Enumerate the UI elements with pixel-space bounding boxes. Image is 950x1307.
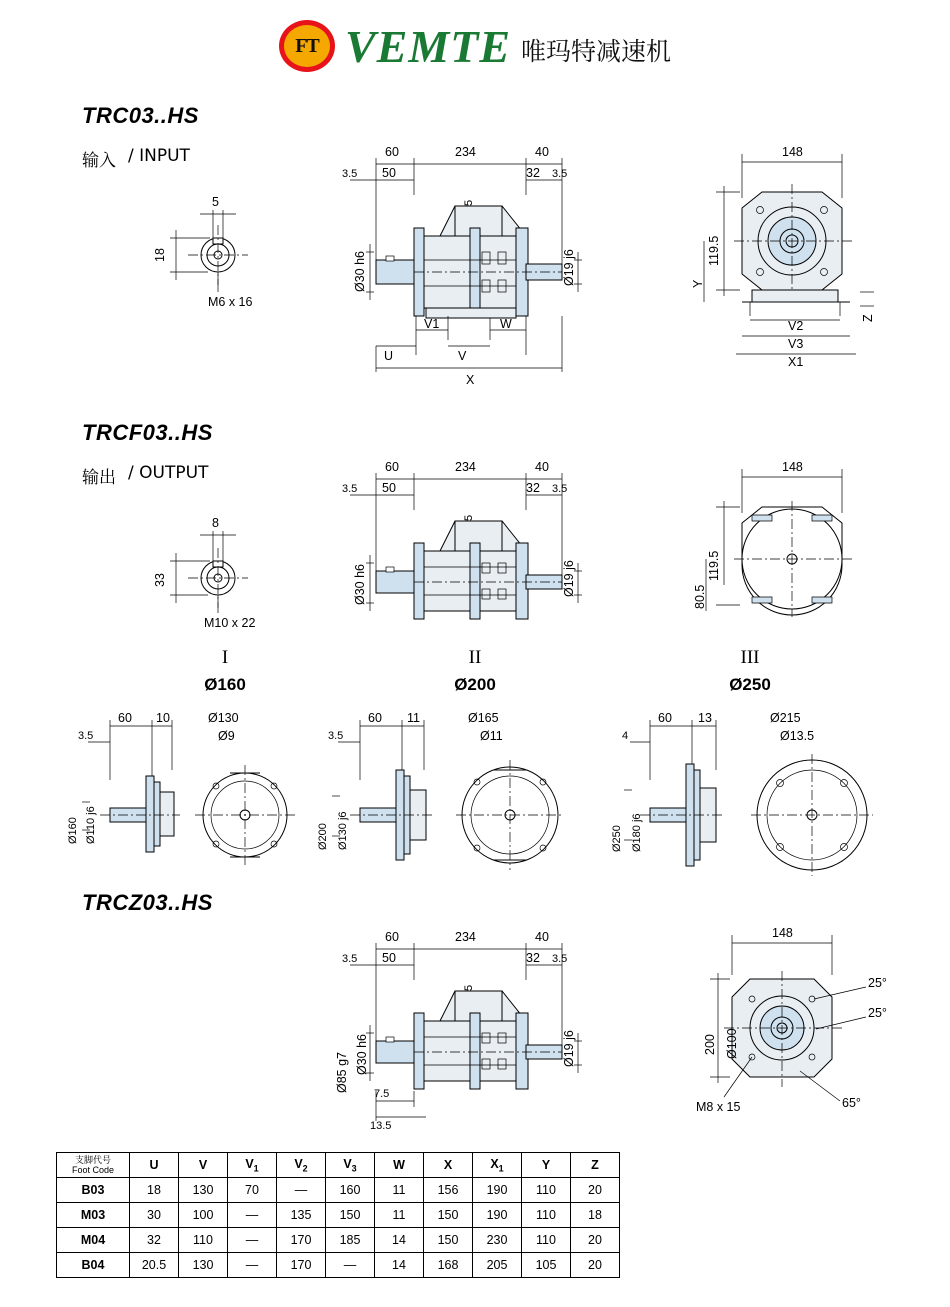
cell: 190: [473, 1178, 522, 1203]
dim-V: V: [458, 349, 467, 363]
keyway-input-thread: M6 x 16: [208, 295, 253, 309]
dim-X: X: [466, 373, 475, 387]
flange2-d-left: Ø200: [317, 823, 329, 850]
cell: 150: [424, 1228, 473, 1253]
trcf03-side-view: [330, 455, 630, 625]
flange3-d-out: Ø215: [770, 711, 801, 725]
cell: 11: [375, 1203, 424, 1228]
input-label-cn: 输入: [82, 151, 116, 171]
dim-119p5: 119.5: [707, 235, 721, 266]
cell: 14: [375, 1253, 424, 1278]
cell: —: [228, 1253, 277, 1278]
flange2-hole: Ø11: [480, 729, 503, 743]
flange1-dim-a: 60: [118, 711, 132, 725]
cell: 20.5: [130, 1253, 179, 1278]
company-logo-icon: [279, 18, 335, 74]
row-code: B04: [57, 1253, 130, 1278]
trcz03-side-view: [330, 925, 630, 1135]
dim-119p5-2: 119.5: [707, 550, 721, 581]
cell: —: [277, 1178, 326, 1203]
cell: 190: [473, 1203, 522, 1228]
cell: 156: [424, 1178, 473, 1203]
dim-80p5: 80.5: [693, 584, 707, 609]
flange-roman-1: I: [221, 647, 229, 668]
flange2-d-left2: Ø130 j6: [337, 811, 349, 850]
cell: 105: [522, 1253, 571, 1278]
cell: 110: [522, 1228, 571, 1253]
flange-dia-1: Ø160: [204, 675, 246, 694]
table-header-row: [57, 1153, 620, 1178]
flange-dia-3: Ø250: [729, 675, 771, 694]
trcz-dim-148: 148: [772, 926, 793, 940]
flange-dia-2: Ø200: [454, 675, 496, 694]
dim-50-2: 50: [382, 481, 396, 495]
cell: —: [228, 1228, 277, 1253]
dim-148-2: 148: [782, 460, 803, 474]
keyway-output-drawing: [150, 495, 310, 635]
flange2-dim-b: 11: [407, 711, 420, 725]
flange1-hole: Ø9: [218, 729, 235, 743]
trcz-dim-3p5l: 3.5: [342, 953, 358, 965]
trcz-dim-32: 32: [526, 951, 540, 965]
flange3-d-left: Ø250: [611, 825, 623, 852]
flange-detail-3: [600, 710, 900, 870]
trcz-dim-d100: Ø100: [725, 1028, 739, 1059]
dim-V2: V2: [788, 319, 804, 333]
trcz-shaft-in: Ø30 h6: [355, 1033, 369, 1075]
cell: 70: [228, 1178, 277, 1203]
dim-50: 50: [382, 166, 396, 180]
cell: 20: [571, 1178, 620, 1203]
keyway-input-height: 18: [153, 248, 167, 262]
flange2-dim-c: 3.5: [328, 730, 344, 742]
dim-key-5-2: 5: [463, 514, 475, 521]
flange1-d-left2: Ø110 j6: [85, 806, 97, 844]
dim-key-5: 5: [463, 199, 475, 206]
dim-U: U: [384, 349, 394, 363]
cell: 170: [277, 1253, 326, 1278]
trcz-angle-3: 65°: [842, 1096, 861, 1110]
cell: 20: [571, 1253, 620, 1278]
trcz-thread: M8 x 15: [696, 1100, 741, 1114]
trcz-shaft-out: Ø19 j6: [562, 1030, 576, 1067]
row-code: B03: [57, 1178, 130, 1203]
col-X: X: [424, 1153, 473, 1178]
flange3-dim-a: 60: [658, 711, 672, 725]
col-U: U: [130, 1153, 179, 1178]
dim-148: 148: [782, 145, 803, 159]
shaft-out-dia-2: Ø19 j6: [562, 560, 576, 597]
keyway-output-width: 8: [212, 516, 219, 530]
cell: 135: [277, 1203, 326, 1228]
flange1-dim-c: 3.5: [78, 730, 94, 742]
col-V: V: [179, 1153, 228, 1178]
trcz-dim-60: 60: [385, 930, 399, 944]
col-X1: $X_1$: [473, 1153, 522, 1178]
dim-60-top-2: 60: [385, 460, 399, 474]
brand-header: [0, 18, 950, 74]
keyway-output-height: 33: [153, 573, 167, 587]
dim-60-top: 60: [385, 145, 399, 159]
trcz-dim-7p5: 7.5: [374, 1088, 390, 1100]
flange3-dim-b: 13: [698, 711, 712, 725]
dim-3p5-left: 3.5: [342, 168, 358, 180]
input-label-en: / INPUT: [128, 146, 190, 166]
dim-32: 32: [526, 166, 540, 180]
flange-roman-3: III: [740, 647, 760, 668]
cell: 18: [571, 1203, 620, 1228]
col-Z: Z: [571, 1153, 620, 1178]
col-W: W: [375, 1153, 424, 1178]
trc03-front-view: [690, 140, 920, 390]
keyway-input-drawing: [150, 180, 310, 320]
output-label-cn: 输出: [82, 468, 116, 488]
trcz-dim-key5: 5: [463, 984, 475, 991]
table-row: [57, 1203, 620, 1228]
flange-detail-2: [310, 710, 590, 870]
dim-X1: X1: [788, 355, 804, 369]
dim-Y: Y: [691, 279, 705, 288]
cell: 230: [473, 1228, 522, 1253]
dim-234-top: 234: [455, 145, 476, 159]
flange-option-labels: [60, 645, 920, 705]
dim-3p5-left-2: 3.5: [342, 483, 358, 495]
cell: 20: [571, 1228, 620, 1253]
col-V2: $V_2$: [277, 1153, 326, 1178]
dim-W: W: [500, 317, 512, 331]
flange3-dim-c: 4: [622, 730, 629, 742]
flange-detail-1: [60, 710, 320, 870]
trcz03-front-view: [690, 925, 930, 1145]
trc03-side-view: [330, 140, 630, 390]
trcz-hollow: Ø85 g7: [335, 1051, 349, 1093]
cell: 30: [130, 1203, 179, 1228]
section-title-trc03: TRC03..HS: [82, 103, 199, 128]
dim-3p5-right-2: 3.5: [552, 483, 568, 495]
cell: 100: [179, 1203, 228, 1228]
cell: 130: [179, 1253, 228, 1278]
trcz-angle-1: 25°: [868, 976, 887, 990]
logo-mark-text: FT: [295, 34, 319, 57]
cell: 110: [522, 1178, 571, 1203]
dim-Z: Z: [861, 314, 875, 322]
table-row: [57, 1253, 620, 1278]
table-corner-en: Foot Code: [71, 1165, 115, 1175]
table-corner-header: [57, 1153, 130, 1178]
table-row: [57, 1178, 620, 1203]
keyway-output-thread: M10 x 22: [204, 616, 256, 630]
brand-name: VEMTE: [344, 20, 512, 72]
cell: 110: [179, 1228, 228, 1253]
trcz-angle-2: 25°: [868, 1006, 887, 1020]
brand-name-cn: 唯玛特减速机: [521, 37, 672, 66]
cell: 168: [424, 1253, 473, 1278]
trcz-dim-200: 200: [703, 1034, 717, 1055]
trcf03-front-view: [690, 455, 920, 635]
cell: 170: [277, 1228, 326, 1253]
section-title-trcz03: TRCZ03..HS: [82, 890, 213, 915]
flange1-d-left: Ø160: [67, 817, 79, 844]
dim-32-2: 32: [526, 481, 540, 495]
cell: 150: [424, 1203, 473, 1228]
flange2-d-out: Ø165: [468, 711, 499, 725]
row-code: M04: [57, 1228, 130, 1253]
cell: 110: [522, 1203, 571, 1228]
shaft-in-dia-2: Ø30 h6: [353, 563, 367, 605]
col-Y: Y: [522, 1153, 571, 1178]
cell: 18: [130, 1178, 179, 1203]
trcz-dim-13p5: 13.5: [370, 1120, 392, 1132]
flange3-d-left2: Ø180 j6: [631, 813, 643, 852]
trcz-dim-234: 234: [455, 930, 476, 944]
cell: 14: [375, 1228, 424, 1253]
cell: 185: [326, 1228, 375, 1253]
cell: 32: [130, 1228, 179, 1253]
cell: 205: [473, 1253, 522, 1278]
cell: 160: [326, 1178, 375, 1203]
cell: 11: [375, 1178, 424, 1203]
dim-V3: V3: [788, 337, 804, 351]
flange2-dim-a: 60: [368, 711, 382, 725]
dim-40-top-2: 40: [535, 460, 549, 474]
dim-3p5-right: 3.5: [552, 168, 568, 180]
trcz-dim-50: 50: [382, 951, 396, 965]
dim-V1: V1: [424, 317, 440, 331]
section-title-trcf03: TRCF03..HS: [82, 420, 213, 445]
flange1-dim-b: 10: [156, 711, 170, 725]
shaft-out-dia: Ø19 j6: [562, 249, 576, 286]
table-corner-cn: 支脚代号: [74, 1155, 111, 1165]
col-V1: $V_1$: [228, 1153, 277, 1178]
cell: —: [326, 1253, 375, 1278]
dim-40-top: 40: [535, 145, 549, 159]
table-row: [57, 1228, 620, 1253]
output-label-en: / OUTPUT: [128, 463, 209, 483]
trcz-dim-40: 40: [535, 930, 549, 944]
flange-roman-2: II: [468, 647, 482, 668]
cell: —: [228, 1203, 277, 1228]
dimension-table: [56, 1152, 620, 1278]
keyway-input-width: 5: [212, 195, 219, 209]
col-V3: $V_3$: [326, 1153, 375, 1178]
cell: 130: [179, 1178, 228, 1203]
flange1-d-out: Ø130: [208, 711, 239, 725]
cell: 150: [326, 1203, 375, 1228]
trcz-dim-3p5r: 3.5: [552, 953, 568, 965]
flange3-hole: Ø13.5: [780, 729, 815, 743]
shaft-in-dia: Ø30 h6: [353, 250, 367, 292]
row-code: M03: [57, 1203, 130, 1228]
dim-234-top-2: 234: [455, 460, 476, 474]
